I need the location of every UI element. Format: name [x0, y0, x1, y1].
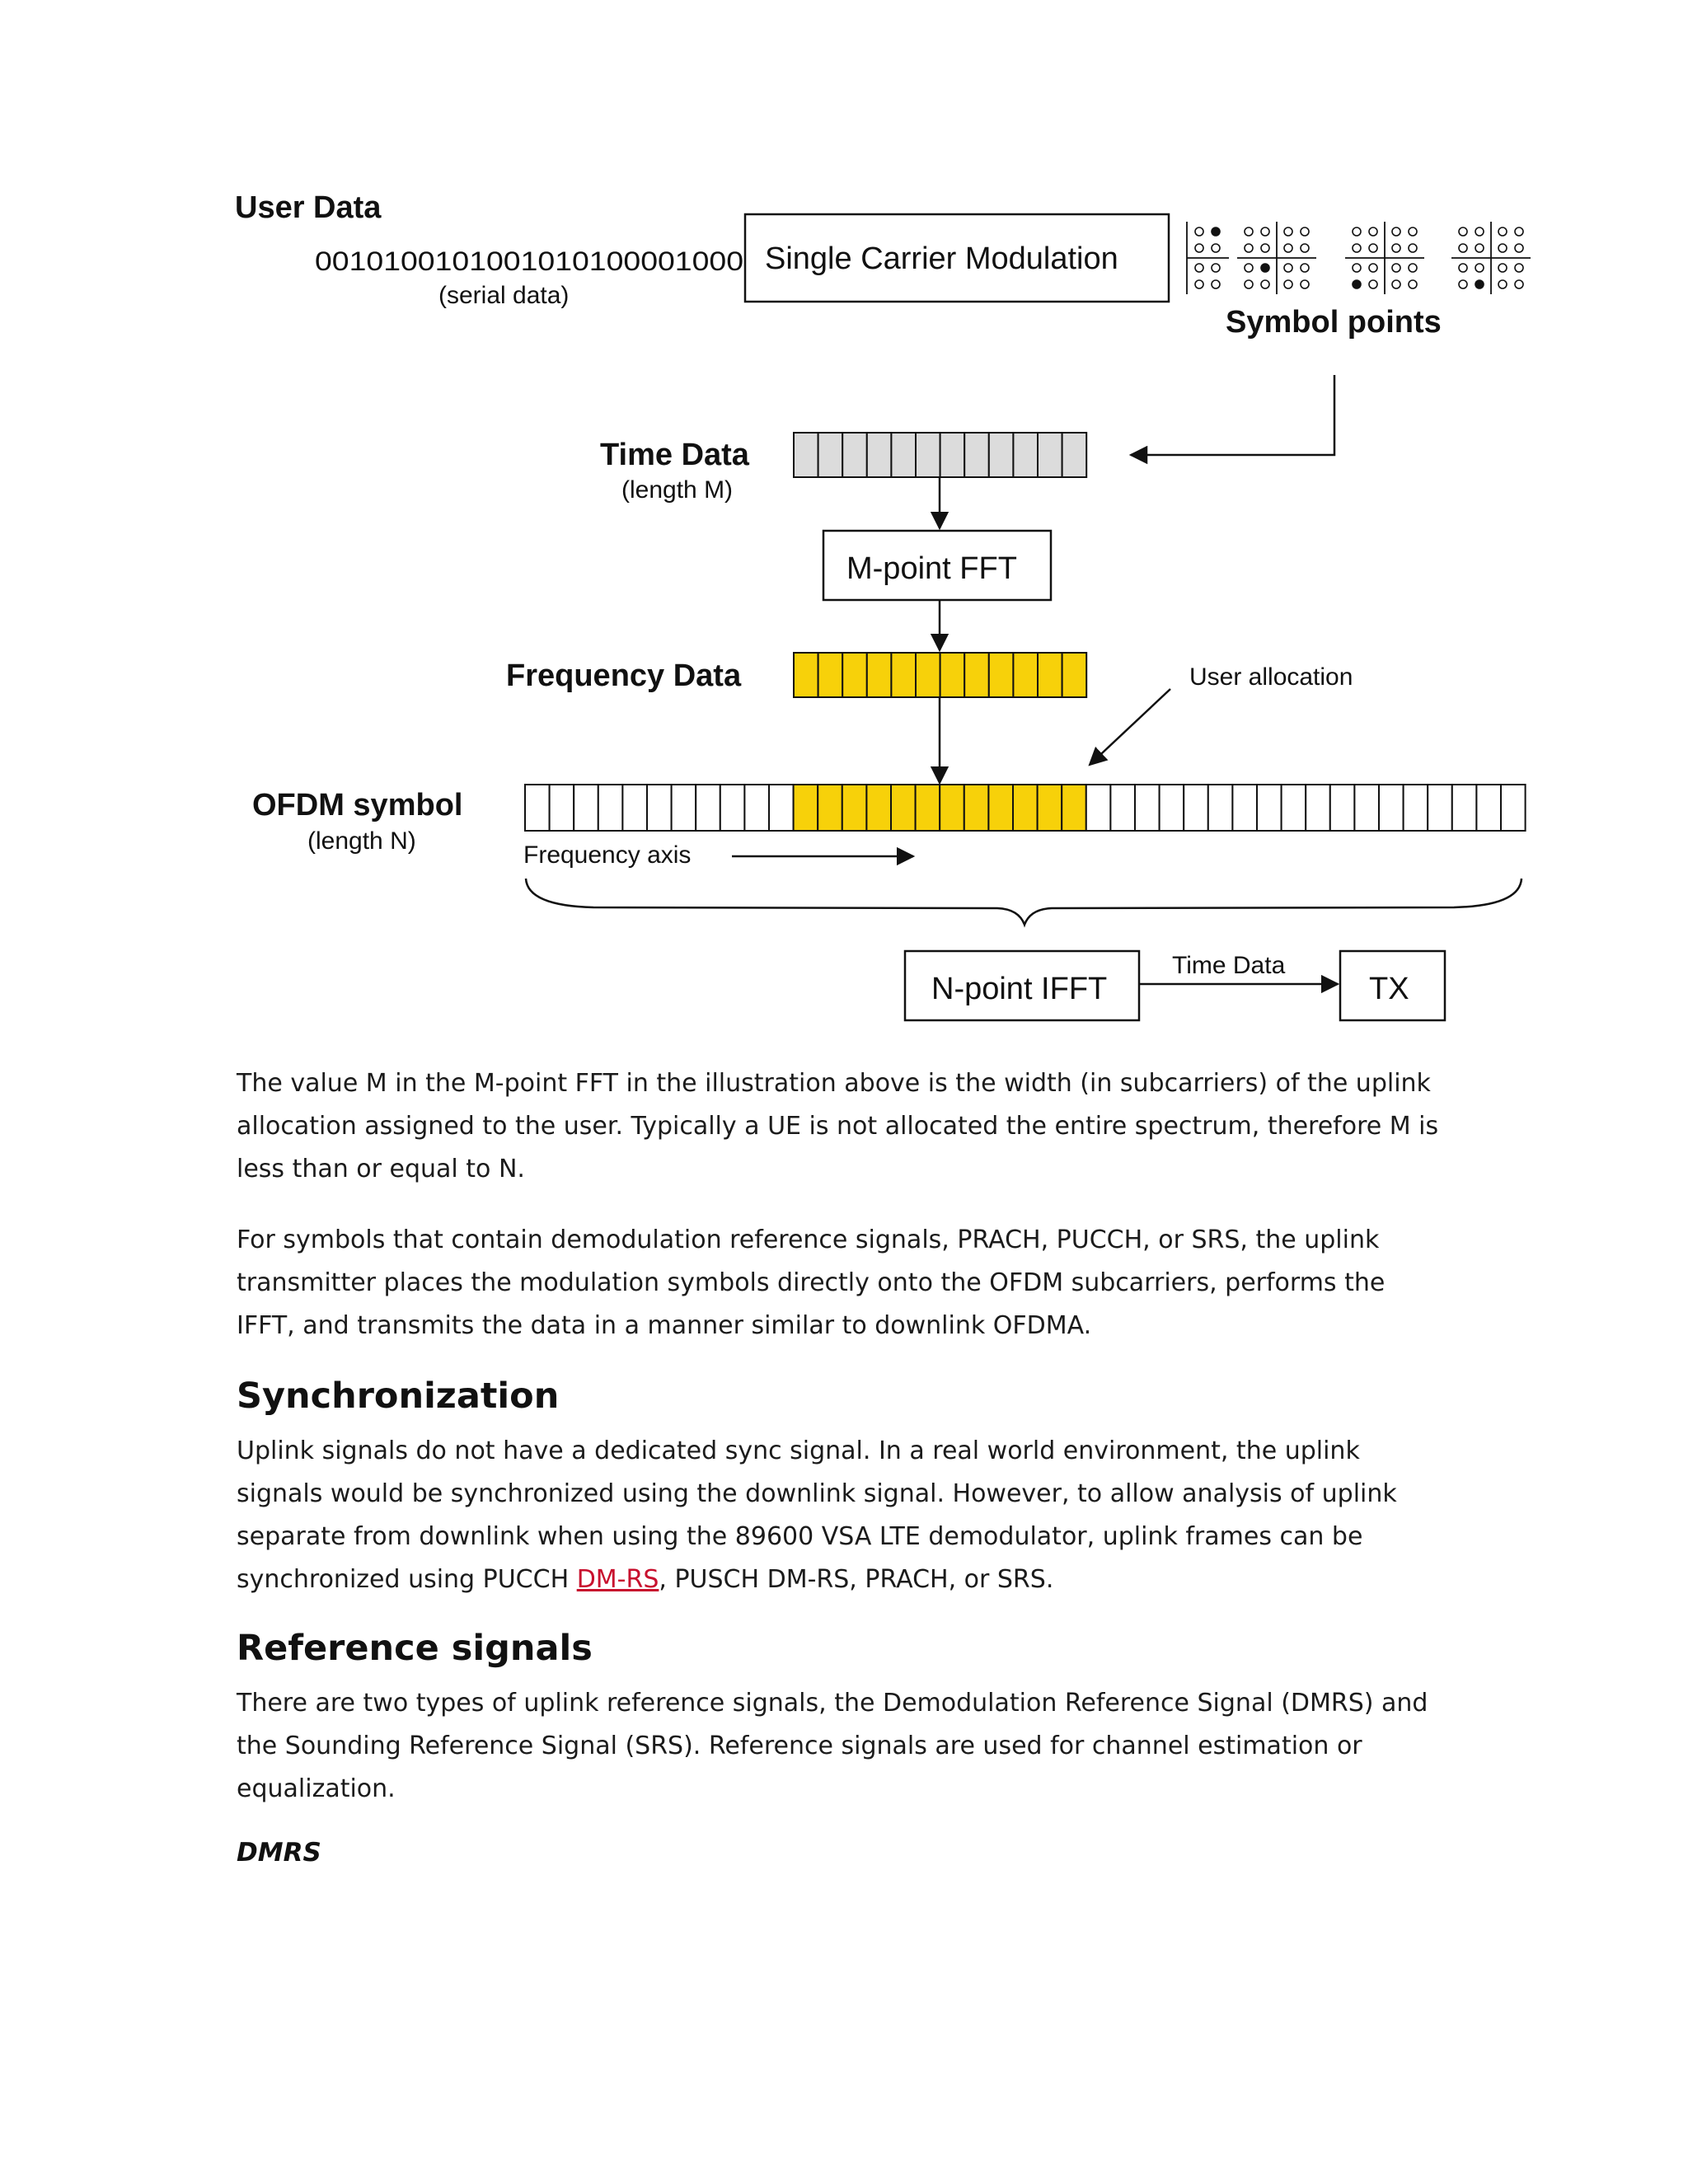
constellation-point: [1261, 264, 1269, 272]
frequency-data-cell: [964, 653, 989, 697]
sync-text-after: , PUSCH DM-RS, PRACH, or SRS.: [659, 1565, 1054, 1594]
time-data-cell: [1062, 433, 1087, 477]
time-data-cell: [794, 433, 818, 477]
heading-reference-signals: Reference signals: [237, 1628, 593, 1669]
constellation-point: [1459, 264, 1467, 272]
constellation-point: [1261, 227, 1269, 236]
constellation-point: [1515, 244, 1523, 252]
ofdm-cell: [672, 785, 696, 831]
frequency-axis-label: Frequency axis: [523, 841, 692, 869]
ofdm-cell: [1501, 785, 1526, 831]
time-data-cell: [989, 433, 1014, 477]
ofdm-cell: [964, 785, 989, 831]
tx-label: TX: [1369, 972, 1409, 1006]
heading-synchronization: Synchronization: [237, 1376, 560, 1417]
length-n-label: (length N): [307, 827, 416, 855]
constellation-point: [1245, 244, 1253, 252]
constellation-point: [1245, 280, 1253, 288]
constellation-point: [1369, 227, 1377, 236]
sync-text-before: Uplink signals do not have a dedicated sync signal. In a real world environment, the uplink signals would be synchronized using the downlink signal. However, to allow analysis of uplink separate from downlink when using the 89600 VSA LTE demodulator, uplink frames can be synchronized using PUCCH: [237, 1436, 1397, 1594]
paragraph-m-point-fft: The value M in the M-point FFT in the illustration above is the width (in subcarriers) of the uplink allocation assigned to the user. Typically a UE is not allocated the entire spectrum, therefore M is less than or equal to N.: [237, 1069, 1439, 1183]
constellation-point: [1245, 264, 1253, 272]
ofdm-cell: [1038, 785, 1062, 831]
constellation-point: [1459, 227, 1467, 236]
constellation-point: [1459, 244, 1467, 252]
ofdm-cell: [1013, 785, 1038, 831]
constellation-point: [1392, 244, 1400, 252]
sc-fdma-diagram: [0, 0, 1688, 1055]
ofdm-cell: [1257, 785, 1282, 831]
ofdm-cell: [1282, 785, 1306, 831]
constellation-point: [1284, 264, 1292, 272]
time-data-label: Time Data: [600, 438, 749, 472]
constellation-point: [1284, 244, 1292, 252]
constellation-point: [1515, 264, 1523, 272]
constellation-point: [1261, 280, 1269, 288]
bitstream: 0010100101001010100001000: [315, 246, 743, 276]
frequency-data-cell: [842, 653, 867, 697]
ofdm-cell: [1184, 785, 1208, 831]
ofdm-cell: [866, 785, 891, 831]
constellation-point: [1195, 244, 1203, 252]
frequency-data-cell: [1062, 653, 1087, 697]
ofdm-cell: [525, 785, 550, 831]
dm-rs-link[interactable]: DM-RS: [576, 1565, 659, 1594]
constellation-point: [1409, 264, 1417, 272]
time-data-small-label: Time Data: [1172, 952, 1286, 979]
constellation-point: [1212, 244, 1220, 252]
ofdm-cell: [1404, 785, 1428, 831]
frequency-data-cell: [940, 653, 965, 697]
frequency-data-label: Frequency Data: [506, 658, 742, 693]
mpoint-fft-label: M-point FFT: [846, 551, 1017, 586]
time-data-cell: [1013, 433, 1038, 477]
heading-dmrs: DMRS: [237, 1838, 321, 1868]
constellation-point: [1284, 280, 1292, 288]
user-allocation-pointer: [1090, 689, 1170, 765]
ofdm-brace: [526, 879, 1522, 925]
constellation-point: [1392, 264, 1400, 272]
ofdm-cell: [818, 785, 842, 831]
constellation-point: [1515, 280, 1523, 288]
user-data-label: User Data: [235, 190, 382, 225]
constellation-point: [1353, 244, 1361, 252]
ofdm-symbol-cells: [525, 785, 1526, 831]
constellation-diagram: [1451, 222, 1531, 294]
frequency-data-cell: [818, 653, 843, 697]
ofdm-cell: [940, 785, 964, 831]
frequency-data-cell: [794, 653, 818, 697]
constellation-point: [1409, 227, 1417, 236]
serial-data-label: (serial data): [438, 282, 570, 309]
ofdm-cell: [1452, 785, 1477, 831]
constellation-point: [1369, 280, 1377, 288]
constellation-point: [1459, 280, 1467, 288]
constellation-point: [1212, 264, 1220, 272]
ofdm-cell: [696, 785, 720, 831]
constellation-point: [1353, 227, 1361, 236]
constellation-point: [1245, 227, 1253, 236]
symbol-to-time-arrow: [1131, 375, 1334, 455]
constellation-point: [1498, 280, 1507, 288]
frequency-data-cell: [1013, 653, 1038, 697]
time-data-cell: [818, 433, 843, 477]
ofdm-cell: [1379, 785, 1404, 831]
ofdm-cell: [1354, 785, 1379, 831]
user-allocation-label: User allocation: [1189, 663, 1353, 691]
time-data-cell: [867, 433, 892, 477]
constellation-point: [1369, 244, 1377, 252]
constellation-point: [1409, 280, 1417, 288]
constellation-point: [1369, 264, 1377, 272]
ofdm-cell: [1330, 785, 1355, 831]
ofdm-cell: [550, 785, 574, 831]
paragraph-symbols: For symbols that contain demodulation reference signals, PRACH, PUCCH, or SRS, the uplink transmitter places the modulation symbols directly onto the OFDM subcarriers, performs the IFFT, and transmits the data in a manner similar to downlink OFDMA.: [237, 1226, 1386, 1340]
constellation-point: [1284, 227, 1292, 236]
frequency-data-cells: [794, 653, 1086, 697]
ofdm-cell: [574, 785, 598, 831]
constellation-point: [1353, 264, 1361, 272]
ofdm-cell: [622, 785, 647, 831]
constellation-point: [1475, 244, 1484, 252]
frequency-data-cell: [867, 653, 892, 697]
ofdm-cell: [1208, 785, 1233, 831]
constellation-point: [1212, 227, 1220, 236]
constellation-point: [1301, 280, 1309, 288]
constellation-point: [1475, 227, 1484, 236]
constellation-point: [1301, 264, 1309, 272]
constellation-point: [1301, 227, 1309, 236]
ofdm-cell: [1160, 785, 1184, 831]
constellation-point: [1195, 280, 1203, 288]
single-carrier-modulation-label: Single Carrier Modulation: [765, 241, 1118, 276]
frequency-data-cell: [989, 653, 1014, 697]
constellation-group: [1187, 222, 1531, 294]
constellation-point: [1195, 227, 1203, 236]
ofdm-symbol-label: OFDM symbol: [252, 788, 463, 823]
ofdm-cell: [769, 785, 794, 831]
ofdm-cell: [794, 785, 818, 831]
ofdm-cell: [1476, 785, 1501, 831]
ofdm-cell: [598, 785, 623, 831]
ofdm-cell: [647, 785, 672, 831]
ofdm-cell: [1306, 785, 1330, 831]
ofdm-cell: [744, 785, 769, 831]
constellation-point: [1301, 244, 1309, 252]
constellation-point: [1409, 244, 1417, 252]
ofdm-cell: [891, 785, 916, 831]
constellation-point: [1515, 227, 1523, 236]
paragraph-synchronization: [237, 1430, 1440, 1601]
time-data-cell: [842, 433, 867, 477]
npoint-ifft-label: N-point IFFT: [931, 972, 1108, 1006]
constellation-point: [1475, 280, 1484, 288]
constellation-point: [1498, 227, 1507, 236]
constellation-point: [1475, 264, 1484, 272]
ofdm-cell: [1135, 785, 1160, 831]
frequency-data-cell: [891, 653, 916, 697]
time-data-cell: [891, 433, 916, 477]
ofdm-cell: [916, 785, 940, 831]
ofdm-cell: [988, 785, 1013, 831]
time-data-cell: [940, 433, 965, 477]
ofdm-cell: [1232, 785, 1257, 831]
ofdm-cell: [1062, 785, 1086, 831]
length-m-label: (length M): [621, 476, 734, 504]
constellation-point: [1392, 227, 1400, 236]
constellation-point: [1498, 244, 1507, 252]
constellation-diagram: [1237, 222, 1316, 294]
paragraph-reference-signals: There are two types of uplink reference signals, the Demodulation Reference Signal (DMRS) and the Sounding Reference Signal (SRS). Reference signals are used for channel estimation or equalization.: [237, 1689, 1428, 1803]
constellation-diagram: [1345, 222, 1424, 294]
ofdm-cell: [1428, 785, 1452, 831]
constellation-diagram: [1187, 222, 1229, 294]
constellation-point: [1195, 264, 1203, 272]
ofdm-cell: [720, 785, 745, 831]
time-data-cell: [1038, 433, 1062, 477]
frequency-data-cell: [1038, 653, 1062, 697]
constellation-point: [1392, 280, 1400, 288]
constellation-point: [1353, 280, 1361, 288]
frequency-data-cell: [916, 653, 940, 697]
time-data-cell: [916, 433, 940, 477]
time-data-cell: [964, 433, 989, 477]
ofdm-cell: [1086, 785, 1111, 831]
ofdm-cell: [1110, 785, 1135, 831]
time-data-cells: [794, 433, 1086, 477]
symbol-points-label: Symbol points: [1226, 305, 1442, 340]
constellation-point: [1261, 244, 1269, 252]
constellation-point: [1212, 280, 1220, 288]
ofdm-cell: [842, 785, 867, 831]
constellation-point: [1498, 264, 1507, 272]
